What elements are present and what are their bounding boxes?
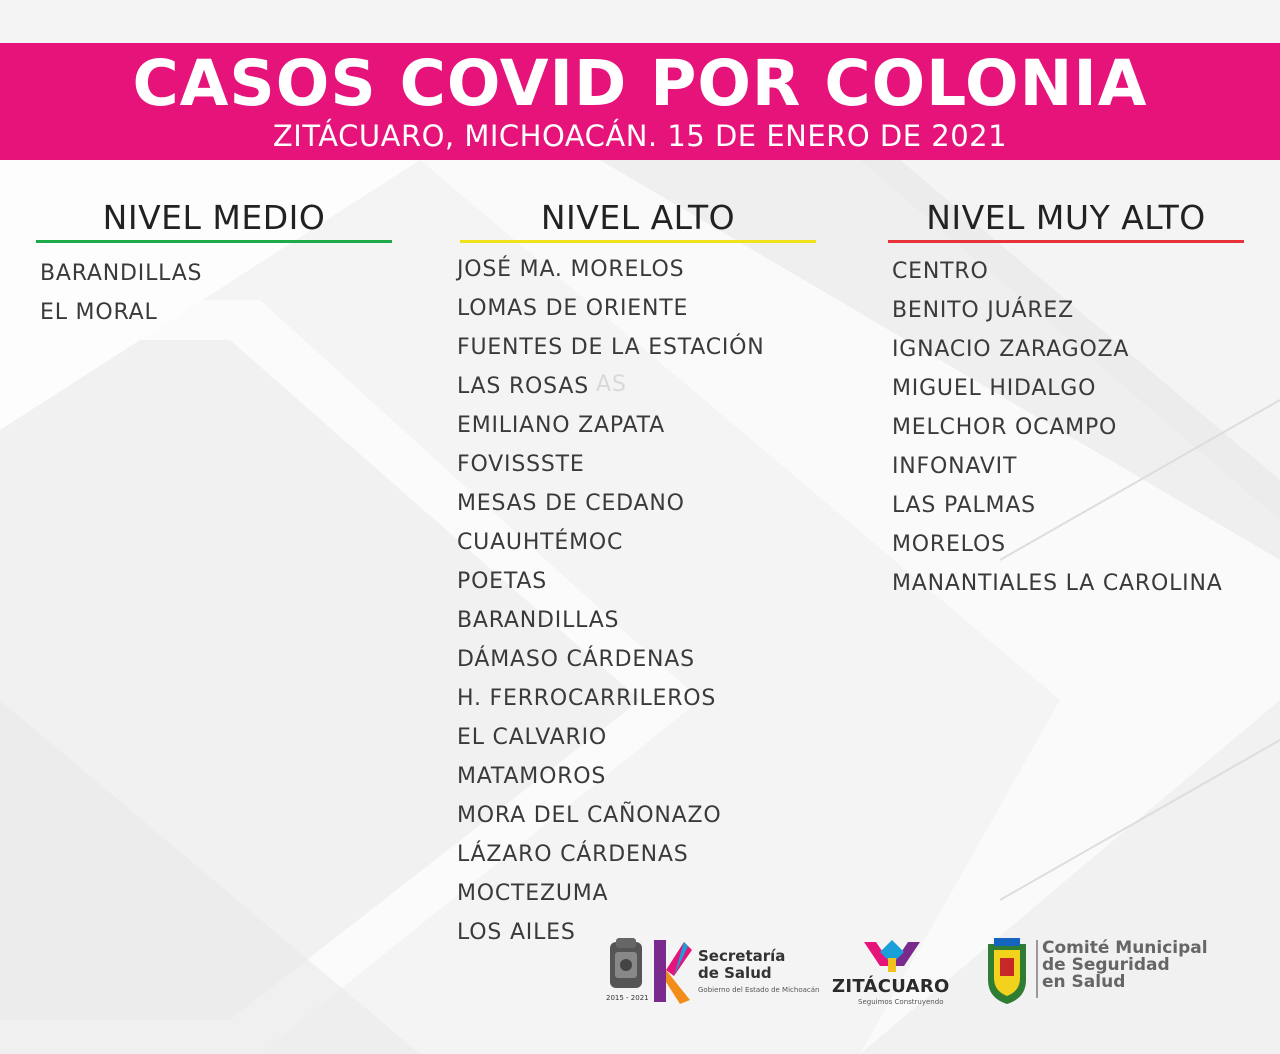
list-nivel-alto bbox=[457, 250, 765, 952]
list-item: JOSÉ MA. MORELOS bbox=[457, 257, 685, 282]
list-item: LAS PALMAS bbox=[892, 493, 1036, 518]
page-subtitle: ZITÁCUARO, MICHOACÁN. 15 DE ENERO DE 2021 bbox=[272, 119, 1008, 153]
list-item: BARANDILLAS bbox=[40, 261, 203, 286]
list-item: LAS ROSAS bbox=[457, 374, 589, 399]
list-item: MORELOS bbox=[892, 532, 1006, 557]
list-item: H. FERROCARRILEROS bbox=[457, 686, 717, 711]
list-item: MELCHOR OCAMPO bbox=[892, 415, 1118, 440]
list-item: DÁMASO CÁRDENAS bbox=[457, 647, 695, 672]
zitacuaro-slogan: Seguimos Construyendo bbox=[858, 998, 944, 1006]
list-item: BARANDILLAS bbox=[457, 608, 620, 633]
title-banner bbox=[0, 43, 1280, 160]
column-heading-nivel-alto: NIVEL ALTO bbox=[540, 198, 736, 237]
zitacuaro-mark-icon bbox=[862, 938, 922, 974]
list-item: LOMAS DE ORIENTE bbox=[457, 296, 689, 321]
list-item: LÁZARO CÁRDENAS bbox=[457, 842, 689, 867]
nivel-alto-underline bbox=[460, 240, 816, 243]
nivel-muy-alto-underline bbox=[888, 240, 1244, 243]
column-heading-nivel-muy-alto: NIVEL MUY ALTO bbox=[926, 198, 1206, 237]
list-item: EMILIANO ZAPATA bbox=[457, 413, 666, 438]
list-item: MESAS DE CEDANO bbox=[457, 491, 685, 516]
list-item: FUENTES DE LA ESTACIÓN bbox=[457, 335, 765, 360]
list-item: MIGUEL HIDALGO bbox=[892, 376, 1097, 401]
list-item: CUAUHTÉMOC bbox=[457, 530, 624, 555]
list-item: MATAMOROS bbox=[457, 764, 607, 789]
list-item: INFONAVIT bbox=[892, 454, 1018, 479]
michoacan-seal-icon bbox=[606, 936, 646, 994]
secretaria-salud-k-icon bbox=[650, 936, 692, 1006]
list-item: FOVISSSTE bbox=[457, 452, 585, 477]
list-item: EL MORAL bbox=[40, 300, 158, 325]
list-item: MOCTEZUMA bbox=[457, 881, 609, 906]
list-item: MORA DEL CAÑONAZO bbox=[457, 803, 722, 828]
list-nivel-muy-alto bbox=[892, 252, 1223, 603]
list-item: MANANTIALES LA CAROLINA bbox=[892, 571, 1223, 596]
zitacuaro-name: ZITÁCUARO bbox=[832, 976, 950, 997]
sponsor-logos bbox=[600, 932, 1240, 1012]
list-item: IGNACIO ZARAGOZA bbox=[892, 337, 1130, 362]
list-nivel-medio bbox=[40, 254, 202, 332]
page-title: CASOS COVID POR COLONIA bbox=[132, 47, 1148, 120]
comite-divider bbox=[1036, 940, 1038, 998]
secretaria-salud-subtitle: Gobierno del Estado de Michoacán bbox=[698, 986, 820, 994]
list-item: POETAS bbox=[457, 569, 548, 594]
faint-overlay-text: AS bbox=[596, 372, 627, 397]
nivel-medio-underline bbox=[36, 240, 392, 243]
secretaria-salud-name: Secretaría de Salud bbox=[698, 947, 786, 982]
list-item: LOS AILES bbox=[457, 920, 576, 945]
seal-years: 2015 - 2021 bbox=[606, 994, 649, 1002]
column-heading-nivel-medio: NIVEL MEDIO bbox=[102, 198, 326, 237]
comite-name: Comité Municipal de Seguridad en Salud bbox=[1042, 938, 1208, 992]
list-item: CENTRO bbox=[892, 259, 989, 284]
municipal-shield-icon bbox=[984, 936, 1030, 1006]
list-item: EL CALVARIO bbox=[457, 725, 607, 750]
list-item: BENITO JUÁREZ bbox=[892, 298, 1074, 323]
